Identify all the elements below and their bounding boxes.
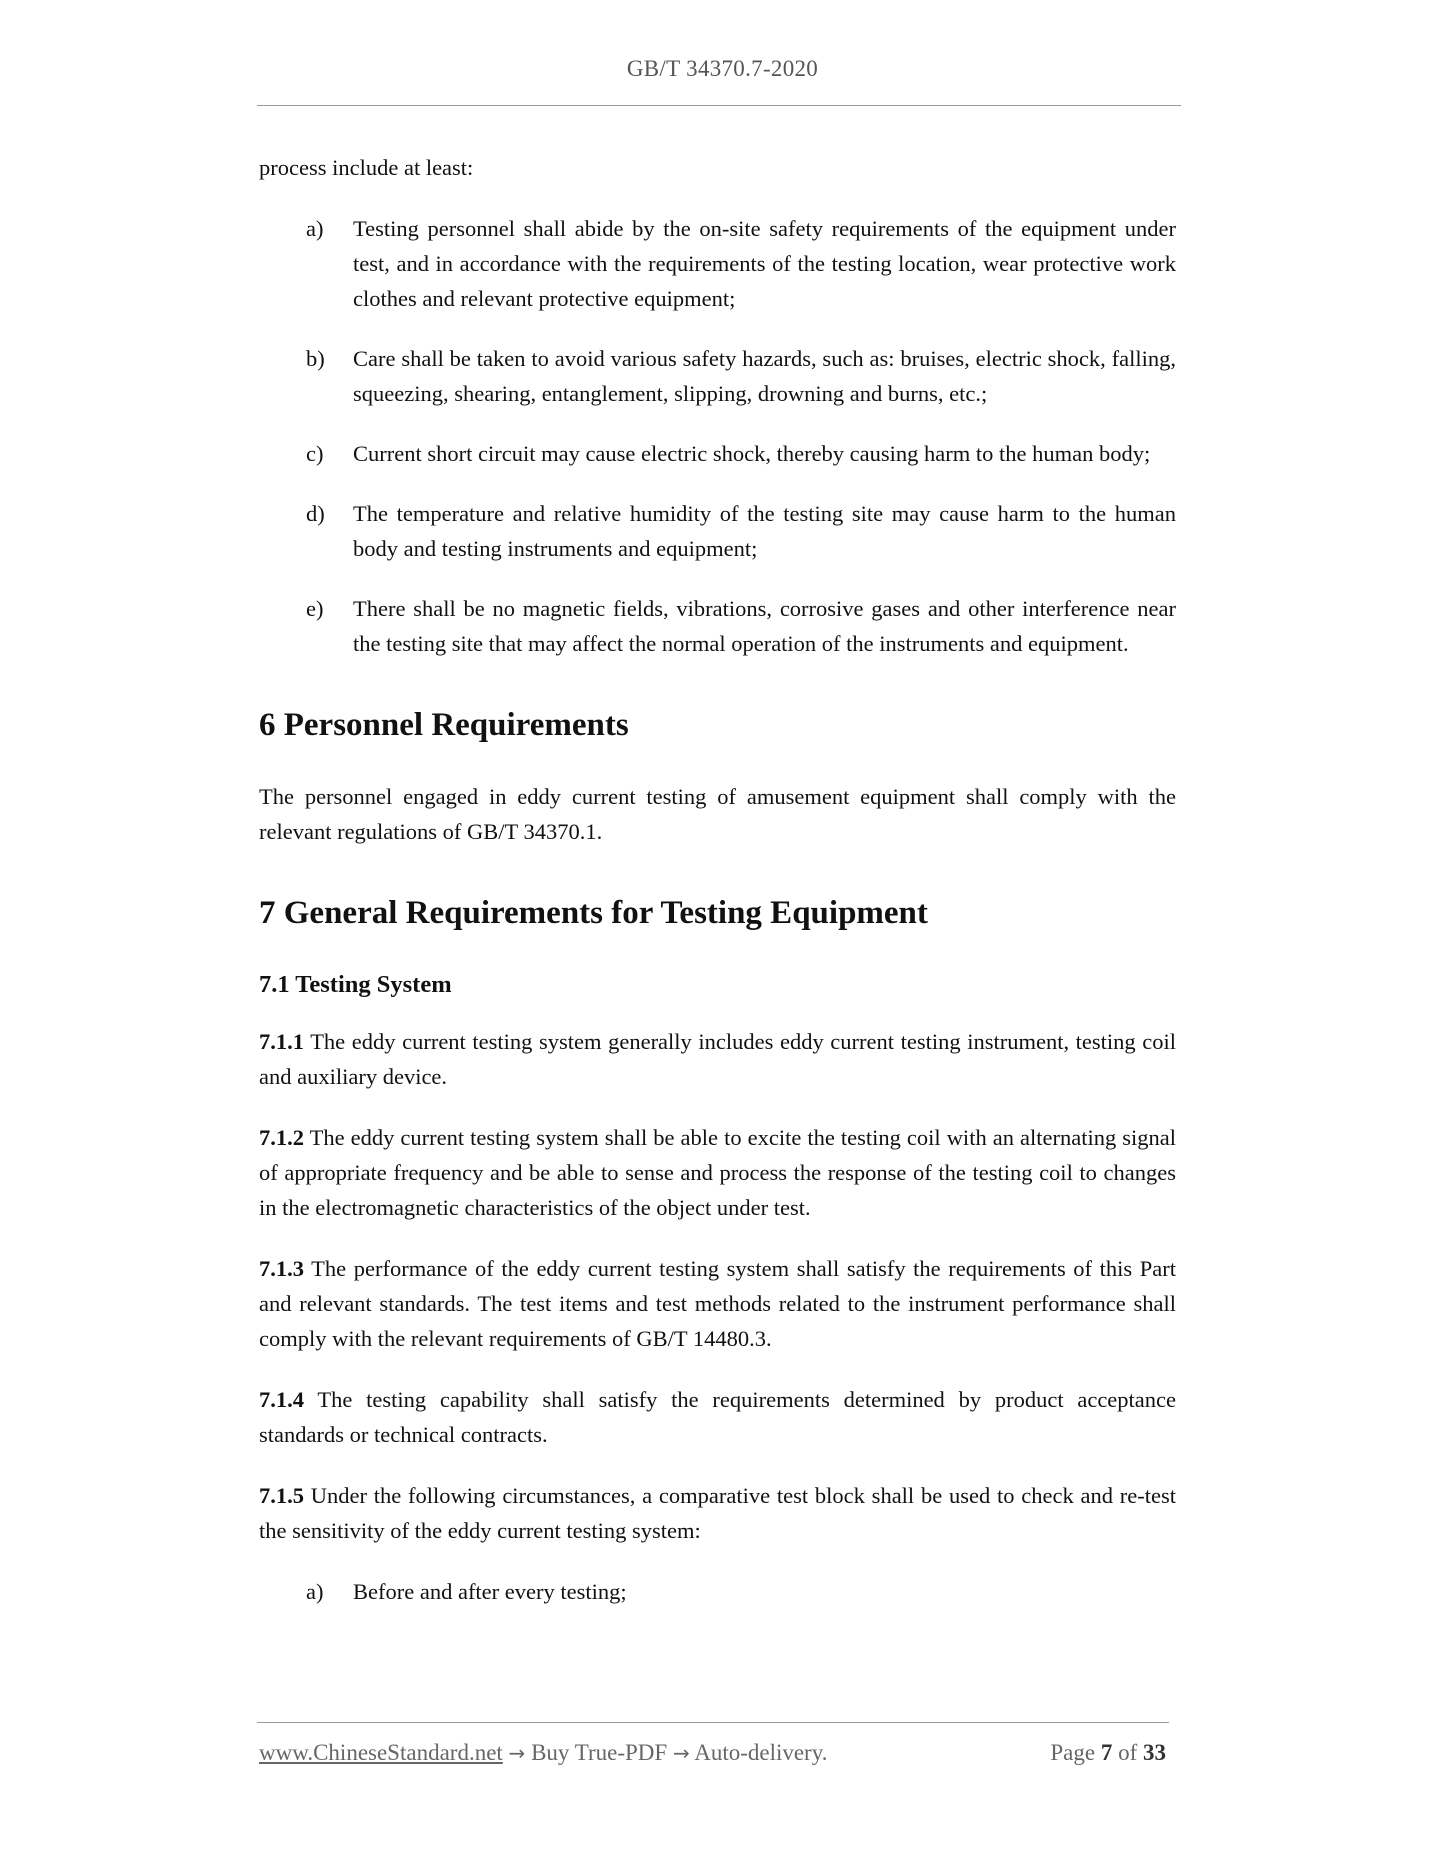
header-divider bbox=[257, 105, 1181, 106]
clause-7-1-3 bbox=[259, 1251, 1176, 1356]
list-item bbox=[259, 496, 1176, 566]
clause-number: 7.1.4 bbox=[259, 1387, 304, 1412]
list-item bbox=[259, 1574, 1176, 1609]
section-7-heading: 7 General Requirements for Testing Equipment bbox=[259, 895, 928, 931]
clause-7-1-4 bbox=[259, 1382, 1176, 1452]
list-item-text: There shall be no magnetic fields, vibrations, corrosive gases and other interference near the testing site that may affect the normal operation of the instruments and equipment. bbox=[353, 596, 1176, 656]
list-item bbox=[259, 341, 1176, 411]
section-6-text: The personnel engaged in eddy current testing of amusement equipment shall comply with the relevant regulations of GB/T 34370.1. bbox=[259, 784, 1176, 844]
list-marker: c) bbox=[306, 441, 324, 466]
clause-7-1-5 bbox=[259, 1478, 1176, 1548]
list-marker: a) bbox=[306, 216, 324, 241]
list-marker: d) bbox=[306, 501, 325, 526]
clause-number: 7.1.5 bbox=[259, 1483, 304, 1508]
clause-7-1-2 bbox=[259, 1120, 1176, 1225]
buy-link[interactable]: Buy True-PDF bbox=[531, 1740, 668, 1765]
page-footer bbox=[259, 1740, 1166, 1766]
intro-text: process include at least: bbox=[259, 155, 474, 180]
clause-number: 7.1.3 bbox=[259, 1256, 304, 1281]
list-marker: a) bbox=[306, 1579, 324, 1604]
clause-text: The eddy current testing system generally includes eddy current testing instrument, testing coil and auxiliary device. bbox=[259, 1029, 1176, 1089]
list-item-text: Current short circuit may cause electric shock, thereby causing harm to the human body; bbox=[353, 441, 1151, 466]
document-header: GB/T 34370.7-2020 bbox=[626, 56, 819, 81]
list-marker: e) bbox=[306, 596, 324, 621]
page-label: Page bbox=[1050, 1740, 1096, 1765]
section-6-heading: 6 Personnel Requirements bbox=[259, 707, 629, 743]
page-total: 33 bbox=[1143, 1740, 1166, 1765]
page-number: 7 bbox=[1100, 1740, 1113, 1765]
list-item-text: Care shall be taken to avoid various safety hazards, such as: bruises, electric shock, falling, squeezing, shearing, entanglement, slipping, drowning and burns, etc.; bbox=[353, 346, 1176, 406]
delivery-text: Auto-delivery. bbox=[694, 1740, 828, 1765]
clause-text: The performance of the eddy current testing system shall satisfy the requirements of this Part and relevant standards. The test items and test methods related to the instrument performance shall comply with the relevant requirements of GB/T 14480.3. bbox=[259, 1256, 1176, 1351]
list-item-text: Before and after every testing; bbox=[353, 1579, 627, 1604]
footer-divider bbox=[257, 1722, 1169, 1723]
clause-text: The testing capability shall satisfy the requirements determined by product acceptance standards or technical contracts. bbox=[259, 1387, 1176, 1447]
clause-text: Under the following circumstances, a comparative test block shall be used to check and re-test the sensitivity of the eddy current testing system: bbox=[259, 1483, 1176, 1543]
arrow-right-icon: → bbox=[672, 1741, 690, 1765]
list-item bbox=[259, 211, 1176, 316]
clause-7-1-1 bbox=[259, 1024, 1176, 1094]
page-indicator bbox=[1050, 1740, 1166, 1766]
of-label: of bbox=[1118, 1740, 1138, 1765]
page-body bbox=[259, 150, 1176, 1635]
site-link[interactable]: www.ChineseStandard.net bbox=[259, 1740, 503, 1765]
circumstance-list bbox=[259, 1574, 1176, 1609]
clause-number: 7.1.2 bbox=[259, 1125, 304, 1150]
list-item bbox=[259, 436, 1176, 471]
arrow-right-icon: → bbox=[508, 1741, 526, 1765]
footer-promo bbox=[259, 1740, 827, 1766]
subsection-7-1-heading: 7.1 Testing System bbox=[259, 971, 452, 998]
safety-list bbox=[259, 211, 1176, 661]
list-item-text: Testing personnel shall abide by the on-site safety requirements of the equipment under test, and in accordance with the requirements of the testing location, wear protective work clothes and relevant protective equipment; bbox=[353, 216, 1176, 311]
list-marker: b) bbox=[306, 346, 325, 371]
clause-text: The eddy current testing system shall be able to excite the testing coil with an alternating signal of appropriate frequency and be able to sense and process the response of the testing coil to changes in the electromagnetic characteristics of the object under test. bbox=[259, 1125, 1176, 1220]
list-item-text: The temperature and relative humidity of the testing site may cause harm to the human body and testing instruments and equipment; bbox=[353, 501, 1176, 561]
list-item bbox=[259, 591, 1176, 661]
clause-number: 7.1.1 bbox=[259, 1029, 304, 1054]
